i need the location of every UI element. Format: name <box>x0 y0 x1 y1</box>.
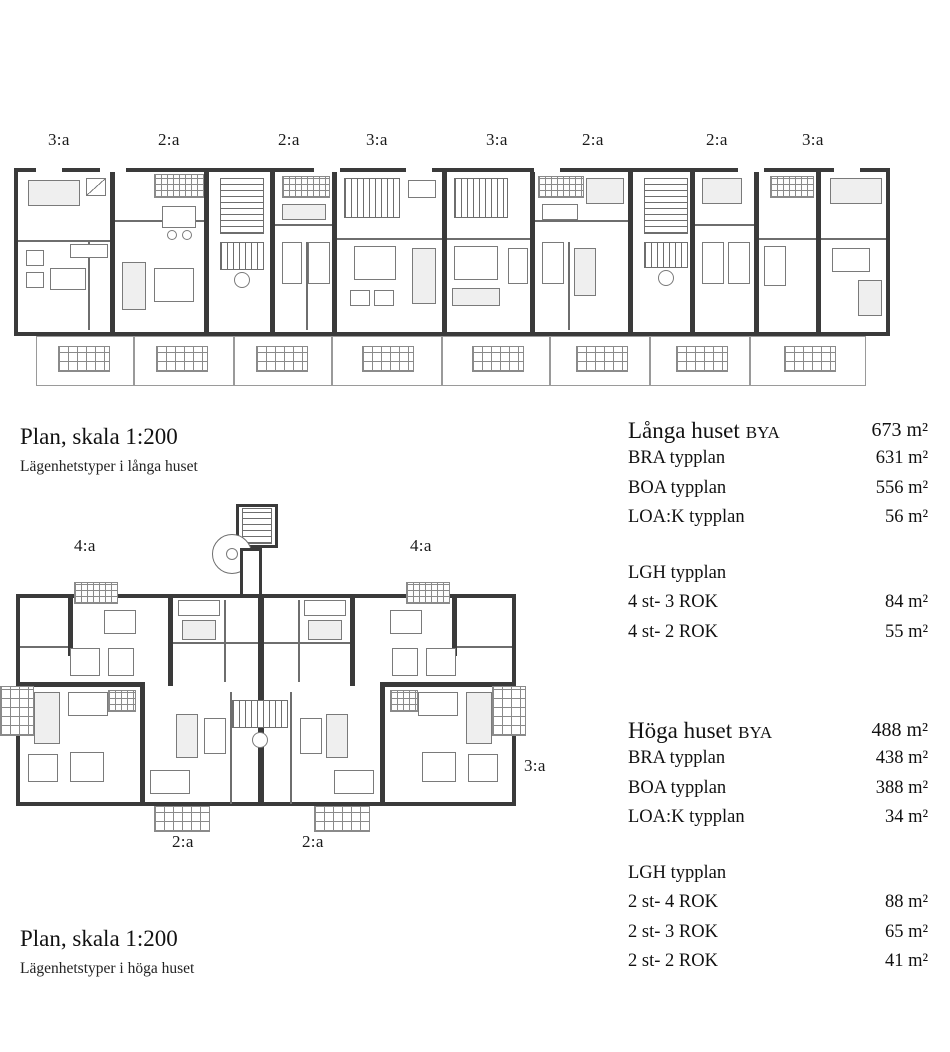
furniture-sofa <box>34 692 60 744</box>
long-plan-caption-sub: Lägenhetstyper i långa huset <box>20 458 198 475</box>
facts-row <box>628 592 928 622</box>
furniture-table <box>104 610 136 634</box>
furniture-sofa <box>858 280 882 316</box>
stair-run <box>344 178 400 218</box>
row-label: 2 st- 3 ROK <box>628 921 718 942</box>
furniture-wardrobe <box>86 178 106 196</box>
kitchen-counter <box>154 174 204 198</box>
section-label: LGH typplan <box>628 562 727 583</box>
party-wall <box>530 172 535 332</box>
row-value: 34 m² <box>884 807 928 827</box>
balcony-grid <box>0 686 34 736</box>
furniture-table <box>334 770 374 794</box>
row-value: 84 m² <box>884 592 928 612</box>
furniture-table <box>832 248 870 272</box>
row-label: 2 st- 2 ROK <box>628 951 718 971</box>
party-wall <box>110 172 115 332</box>
apartment-label: 2:a <box>158 130 180 149</box>
row-value: 55 m² <box>884 621 928 642</box>
row-value: 88 m² <box>884 892 928 912</box>
row-value: 438 m² <box>875 748 928 768</box>
party-wall <box>204 172 209 332</box>
kitchen-counter <box>282 176 330 198</box>
facts-row <box>628 778 928 808</box>
apartment-label: 2:a <box>278 130 300 149</box>
facts-row <box>628 807 928 837</box>
stair-run <box>454 178 508 218</box>
elevator-core <box>658 270 674 286</box>
party-wall <box>690 172 695 332</box>
spacer <box>628 837 928 863</box>
metric-value: 673 m² <box>871 419 928 441</box>
party-wall <box>350 596 355 686</box>
row-value: 56 m² <box>884 507 928 527</box>
furniture-bed <box>308 620 342 640</box>
facts-row <box>628 892 928 922</box>
facts-long-building <box>628 418 928 651</box>
row-value: 41 m² <box>884 951 928 971</box>
apartment-label: 2:a <box>582 130 604 149</box>
stairwell <box>220 178 264 234</box>
furniture-sofa <box>574 248 596 296</box>
metric-value: 488 m² <box>871 719 928 741</box>
facts-header <box>628 418 928 448</box>
furniture-table <box>418 692 458 716</box>
stair-landing <box>232 700 288 728</box>
elevator-core <box>234 272 250 288</box>
stair-landing <box>644 242 688 268</box>
furniture-sofa <box>122 262 146 310</box>
party-wall <box>442 172 447 332</box>
furniture-bed <box>586 178 624 204</box>
facts-row <box>628 622 928 652</box>
furniture-table <box>162 206 196 228</box>
apartment-label: 3:a <box>524 756 546 775</box>
tall-building-floor-plan <box>8 496 528 816</box>
kitchen-counter <box>770 176 814 198</box>
building-name: Långa huset <box>628 418 740 443</box>
furniture-sofa <box>326 714 348 758</box>
furniture-table <box>150 770 190 794</box>
apartment-label: 3:a <box>48 130 70 149</box>
row-label: BRA typplan <box>628 448 726 468</box>
long-plan-caption-title: Plan, skala 1:200 <box>20 424 178 449</box>
row-label: BOA typplan <box>628 477 727 498</box>
row-label: 2 st- 4 ROK <box>628 892 718 912</box>
apartment-label: 3:a <box>802 130 824 149</box>
row-label: BRA typplan <box>628 748 726 768</box>
kitchen-counter <box>538 176 584 198</box>
metric-label: BYA <box>738 723 773 742</box>
tall-plan-caption-sub: Lägenhetstyper i höga huset <box>20 960 195 977</box>
facts-tall-building <box>628 718 928 981</box>
row-label: LOA:K typplan <box>628 507 745 527</box>
spiral-stair-core <box>226 548 238 560</box>
facts-row <box>628 951 928 981</box>
furniture-table <box>354 246 396 280</box>
furniture-table <box>454 246 498 280</box>
apartment-label: 4:a <box>74 536 96 555</box>
furniture-table <box>68 692 108 716</box>
row-value: 631 m² <box>875 448 928 468</box>
apartment-label: 3:a <box>486 130 508 149</box>
apartment-label: 4:a <box>410 536 432 555</box>
apartment-label: 3:a <box>366 130 388 149</box>
long-building-floor-plan <box>14 168 890 336</box>
balcony-grid <box>492 686 526 736</box>
long-building-balconies <box>36 336 866 388</box>
row-label: 4 st- 2 ROK <box>628 621 718 642</box>
section-label: LGH typplan <box>628 862 727 883</box>
stair-landing <box>220 242 264 270</box>
elevator-core <box>252 732 268 748</box>
facts-row <box>628 748 928 778</box>
kitchen-counter <box>74 582 118 604</box>
stairwell <box>644 178 688 234</box>
tall-plan-caption-title: Plan, skala 1:200 <box>20 926 178 951</box>
row-label: BOA typplan <box>628 777 727 798</box>
row-label: 4 st- 3 ROK <box>628 592 718 612</box>
shaft <box>240 548 262 598</box>
party-wall <box>68 596 73 656</box>
furniture-sofa <box>176 714 198 758</box>
furniture-sofa <box>466 692 492 744</box>
metric-label: BYA <box>745 423 780 442</box>
party-wall <box>168 596 173 686</box>
apartment-label: 2:a <box>302 832 324 851</box>
balcony-grid <box>154 806 210 832</box>
apartment-label: 2:a <box>706 130 728 149</box>
apartment-label: 2:a <box>172 832 194 851</box>
furniture-bed <box>28 180 80 206</box>
furniture-sofa <box>412 248 436 304</box>
balcony-grid <box>314 806 370 832</box>
furniture-bed <box>182 620 216 640</box>
row-value: 65 m² <box>884 921 928 942</box>
stairwell <box>242 508 272 544</box>
party-wall <box>816 172 821 332</box>
facts-header <box>628 718 928 748</box>
party-wall <box>628 172 633 332</box>
facts-row <box>628 507 928 537</box>
row-value: 556 m² <box>875 477 928 498</box>
building-name: Höga huset <box>628 718 733 743</box>
row-value: 388 m² <box>875 777 928 798</box>
party-wall <box>754 172 759 332</box>
furniture-bed <box>830 178 882 204</box>
facts-row <box>628 448 928 478</box>
row-label: LOA:K typplan <box>628 807 745 827</box>
furniture-table <box>390 610 422 634</box>
kitchen-counter <box>406 582 450 604</box>
furniture-bed <box>702 178 742 204</box>
facts-row <box>628 478 928 508</box>
party-wall <box>270 172 275 332</box>
spacer <box>628 537 928 563</box>
party-wall <box>332 172 337 332</box>
facts-row <box>628 922 928 952</box>
